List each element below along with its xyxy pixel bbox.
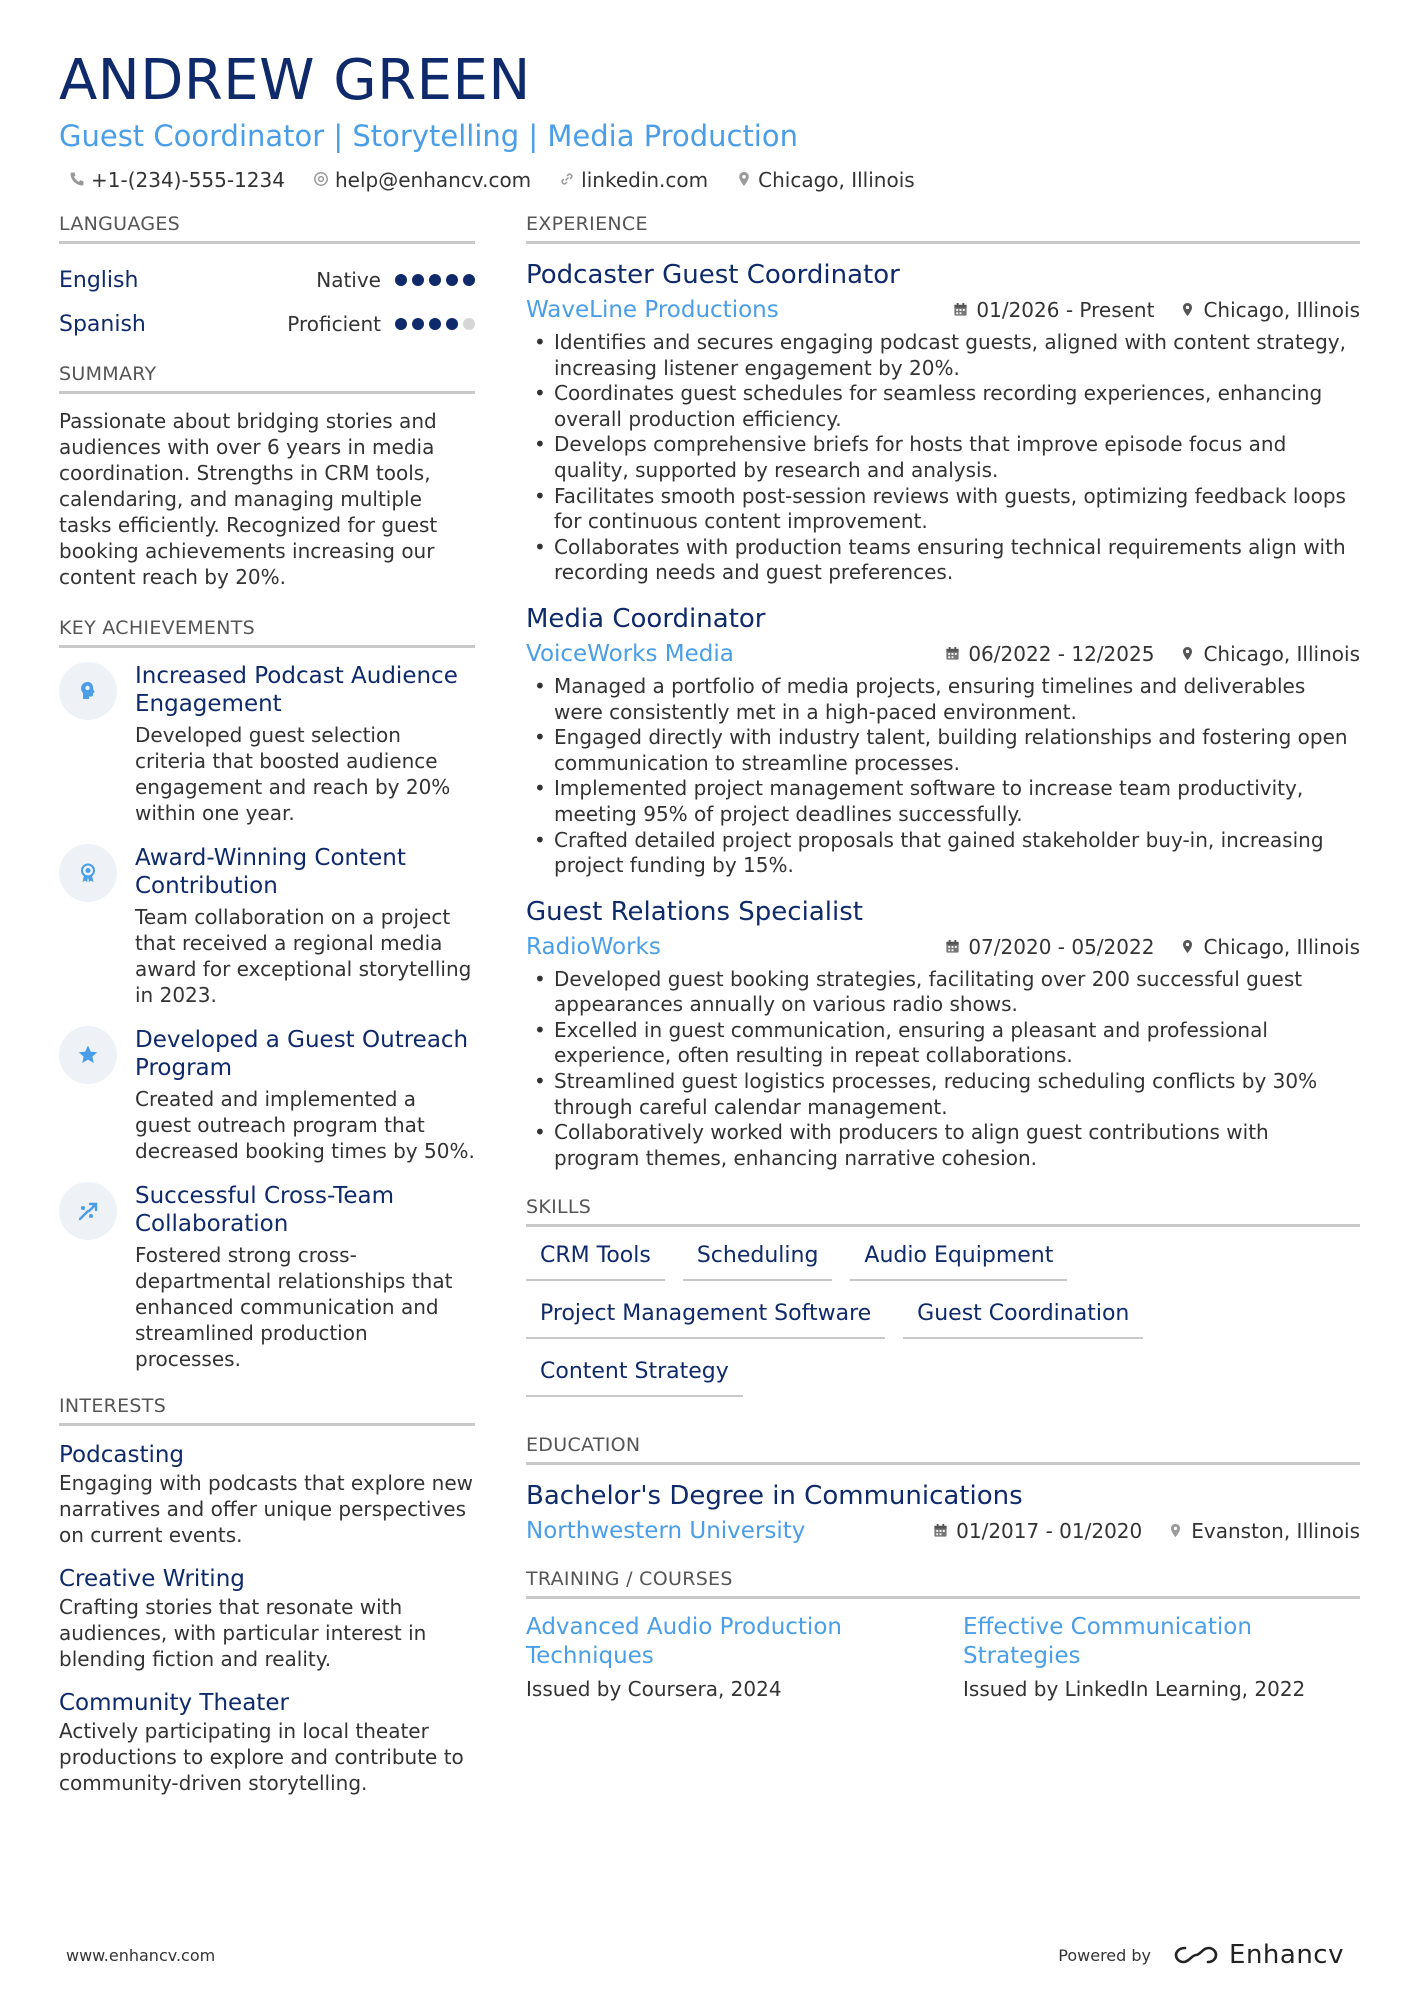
interest-desc: Crafting stories that resonate with audiences, with particular interest in blending fiction and reality. bbox=[59, 1595, 427, 1671]
rating-dot bbox=[463, 318, 475, 330]
enhancv-logo-icon bbox=[1173, 1944, 1219, 1966]
job-bullet: • Collaborates with production teams ensuring technical requirements align with recording needs and guest preferences. bbox=[526, 535, 1360, 586]
job-location: Chicago, Illinois bbox=[1203, 641, 1360, 666]
interest-item bbox=[59, 1440, 475, 1548]
at-icon bbox=[313, 168, 329, 192]
job-entry bbox=[526, 258, 1360, 586]
job-bullets bbox=[526, 674, 1360, 879]
location-pin-icon bbox=[1180, 935, 1195, 959]
course-title: Effective Communication Strategies bbox=[963, 1614, 1252, 1670]
achievement-title: Increased Podcast Audience Engagement bbox=[135, 663, 458, 717]
job-title: Podcaster Guest Coordinator bbox=[526, 260, 900, 290]
contact-location bbox=[736, 168, 915, 192]
company-name: RadioWorks bbox=[526, 933, 661, 960]
rating-dot bbox=[412, 274, 424, 286]
rating-dot bbox=[463, 274, 475, 286]
language-item bbox=[59, 258, 475, 302]
job-bullet: • Develops comprehensive briefs for hosts that improve episode focus and quality, supported by research and analysis. bbox=[526, 432, 1360, 483]
enhancv-logo[interactable] bbox=[1173, 1940, 1344, 1970]
summary-heading: SUMMARY bbox=[59, 362, 475, 394]
skill-tag: Project Management Software bbox=[526, 1299, 885, 1339]
calendar-icon bbox=[933, 1519, 948, 1543]
job-dates: 01/2026 - Present bbox=[976, 298, 1155, 322]
link-icon bbox=[559, 168, 575, 192]
job-bullet: • Collaboratively worked with producers to align guest contributions with program themes, enhancing narrative cohesion. bbox=[526, 1120, 1360, 1171]
brand-name: Enhancv bbox=[1229, 1940, 1344, 1970]
head-icon bbox=[59, 662, 117, 720]
rating-dot bbox=[429, 274, 441, 286]
location-text: Chicago, Illinois bbox=[758, 168, 915, 192]
skill-tag: Content Strategy bbox=[526, 1357, 743, 1397]
education-entry bbox=[526, 1479, 1360, 1547]
job-location: Chicago, Illinois bbox=[1203, 298, 1360, 322]
right-column bbox=[526, 212, 1360, 1703]
language-item bbox=[59, 302, 475, 346]
education-heading: EDUCATION bbox=[526, 1433, 1360, 1465]
interest-desc: Engaging with podcasts that explore new narratives and offer unique perspectives on current events. bbox=[59, 1471, 473, 1547]
location-pin-icon bbox=[736, 168, 752, 192]
training-heading: TRAINING / COURSES bbox=[526, 1567, 1360, 1599]
achievement-desc: Team collaboration on a project that received a regional media award for exceptional storytelling in 2023. bbox=[135, 905, 472, 1007]
experience-heading: EXPERIENCE bbox=[526, 212, 1360, 244]
company-name: VoiceWorks Media bbox=[526, 640, 734, 667]
achievement-item bbox=[59, 844, 475, 1008]
job-location: Chicago, Illinois bbox=[1203, 934, 1360, 959]
course-desc: Issued by Coursera, 2024 bbox=[526, 1677, 782, 1702]
candidate-name: ANDREW GREEN bbox=[59, 48, 531, 113]
interest-title: Creative Writing bbox=[59, 1566, 245, 1592]
interest-item bbox=[59, 1564, 475, 1672]
interest-desc: Actively participating in local theater productions to explore and contribute to community-driven storytelling. bbox=[59, 1719, 464, 1795]
education-location: Evanston, Illinois bbox=[1191, 1519, 1360, 1544]
achievement-desc: Created and implemented a guest outreach program that decreased booking times by 50%. bbox=[135, 1087, 475, 1163]
contact-email bbox=[313, 168, 531, 192]
achievement-item bbox=[59, 662, 475, 826]
interests-heading: INTERESTS bbox=[59, 1394, 475, 1426]
course-item bbox=[963, 1613, 1360, 1703]
language-name: English bbox=[59, 267, 139, 293]
summary-text: Passionate about bridging stories and audiences with over 6 years in media coordination. Strengths in CRM tools, calendaring, and managing multiple tasks efficiently. Recognized for guest booking achievements increasing our content reach by 20%. bbox=[59, 409, 438, 589]
degree-title: Bachelor's Degree in Communications bbox=[526, 1481, 1023, 1512]
job-dates: 07/2020 - 05/2022 bbox=[968, 934, 1155, 959]
job-bullet: • Managed a portfolio of media projects, ensuring timelines and deliverables were consistently met in a high-paced environment. bbox=[526, 674, 1360, 725]
candidate-title: Guest Coordinator | Storytelling | Media Production bbox=[59, 119, 798, 153]
skill-tag: Audio Equipment bbox=[850, 1241, 1067, 1281]
rating-dot bbox=[429, 318, 441, 330]
language-level: Proficient bbox=[287, 312, 381, 336]
job-bullet: • Engaged directly with industry talent, building relationships and fostering open communication to streamline processes. bbox=[526, 725, 1360, 776]
achievements-heading: KEY ACHIEVEMENTS bbox=[59, 616, 475, 648]
achievement-desc: Developed guest selection criteria that boosted audience engagement and reach by 20% within one year. bbox=[135, 723, 451, 825]
rating-dot bbox=[395, 318, 407, 330]
language-rating bbox=[395, 274, 475, 286]
phone-text[interactable]: +1-(234)-555-1234 bbox=[91, 168, 285, 192]
school-name: Northwestern University bbox=[526, 1518, 806, 1545]
job-title: Guest Relations Specialist bbox=[526, 896, 863, 927]
award-icon bbox=[59, 844, 117, 902]
course-title: Advanced Audio Production Techniques bbox=[526, 1614, 842, 1670]
job-bullet: • Implemented project management software to increase team productivity, meeting 95% of project deadlines successfully. bbox=[526, 776, 1360, 827]
interest-title: Podcasting bbox=[59, 1442, 185, 1468]
job-entry bbox=[526, 895, 1360, 1172]
phone-icon bbox=[69, 168, 85, 192]
interests-list bbox=[59, 1440, 475, 1796]
achievement-title: Award-Winning Content Contribution bbox=[135, 845, 406, 899]
contact-linkedin bbox=[559, 168, 708, 192]
course-desc: Issued by LinkedIn Learning, 2022 bbox=[963, 1677, 1306, 1702]
rating-dot bbox=[395, 274, 407, 286]
linkedin-text[interactable]: linkedin.com bbox=[581, 168, 709, 192]
languages-heading: LANGUAGES bbox=[59, 212, 475, 244]
collaboration-icon bbox=[59, 1182, 117, 1240]
rating-dot bbox=[412, 318, 424, 330]
powered-by-text: Powered by bbox=[1058, 1945, 1152, 1965]
page-footer bbox=[66, 1940, 1344, 1970]
language-level: Native bbox=[316, 268, 381, 292]
skills-list bbox=[526, 1241, 1360, 1397]
job-entry bbox=[526, 602, 1360, 879]
location-pin-icon bbox=[1168, 1519, 1183, 1543]
job-bullets bbox=[526, 330, 1360, 586]
skill-tag: CRM Tools bbox=[526, 1241, 665, 1281]
job-bullet: • Facilitates smooth post-session reviews with guests, optimizing feedback loops for continuous content improvement. bbox=[526, 484, 1360, 535]
achievement-title: Successful Cross-Team Collaboration bbox=[135, 1183, 394, 1237]
job-bullet: • Streamlined guest logistics processes, reducing scheduling conflicts by 30% through careful calendar management. bbox=[526, 1069, 1360, 1120]
job-bullet: • Developed guest booking strategies, facilitating over 200 successful guest appearances annually on various radio shows. bbox=[526, 967, 1360, 1018]
job-bullet: • Coordinates guest schedules for seamless recording experiences, enhancing overall production efficiency. bbox=[526, 381, 1360, 432]
calendar-icon bbox=[945, 642, 960, 666]
achievement-item bbox=[59, 1026, 475, 1164]
calendar-icon bbox=[945, 935, 960, 959]
job-bullet: • Identifies and secures engaging podcast guests, aligned with content strategy, increasing listener engagement by 20%. bbox=[526, 330, 1360, 381]
education-dates: 01/2017 - 01/2020 bbox=[956, 1519, 1143, 1544]
job-bullets bbox=[526, 967, 1360, 1172]
email-text[interactable]: help@enhancv.com bbox=[334, 168, 532, 192]
language-rating bbox=[395, 318, 475, 330]
courses-list bbox=[526, 1613, 1360, 1703]
rating-dot bbox=[446, 274, 458, 286]
job-bullet: • Excelled in guest communication, ensuring a pleasant and professional experience, often resulting in repeat collaborations. bbox=[526, 1018, 1360, 1069]
calendar-icon bbox=[953, 298, 968, 322]
location-pin-icon bbox=[1180, 642, 1195, 666]
course-item bbox=[526, 1613, 923, 1703]
job-bullet: • Crafted detailed project proposals that gained stakeholder buy-in, increasing project funding by 15%. bbox=[526, 828, 1360, 879]
achievement-item bbox=[59, 1182, 475, 1372]
interest-title: Community Theater bbox=[59, 1690, 289, 1716]
skill-tag: Guest Coordination bbox=[903, 1299, 1143, 1339]
languages-list bbox=[59, 258, 475, 346]
resume-header bbox=[59, 48, 1350, 192]
achievements-list bbox=[59, 662, 475, 1372]
skills-heading: SKILLS bbox=[526, 1195, 1360, 1227]
contact-bar bbox=[59, 168, 1350, 192]
skill-tag: Scheduling bbox=[683, 1241, 833, 1281]
star-icon bbox=[59, 1026, 117, 1084]
job-dates: 06/2022 - 12/2025 bbox=[968, 641, 1155, 666]
achievement-desc: Fostered strong cross-departmental relationships that enhanced communication and streamlined production processes. bbox=[135, 1243, 453, 1371]
left-column bbox=[59, 212, 475, 1812]
achievement-title: Developed a Guest Outreach Program bbox=[135, 1027, 469, 1081]
location-pin-icon bbox=[1180, 298, 1195, 322]
language-name: Spanish bbox=[59, 311, 146, 337]
company-name: WaveLine Productions bbox=[526, 297, 779, 323]
job-title: Media Coordinator bbox=[526, 603, 766, 634]
interest-item bbox=[59, 1688, 475, 1796]
contact-phone bbox=[69, 168, 285, 192]
footer-url[interactable]: www.enhancv.com bbox=[66, 1945, 216, 1965]
rating-dot bbox=[446, 318, 458, 330]
